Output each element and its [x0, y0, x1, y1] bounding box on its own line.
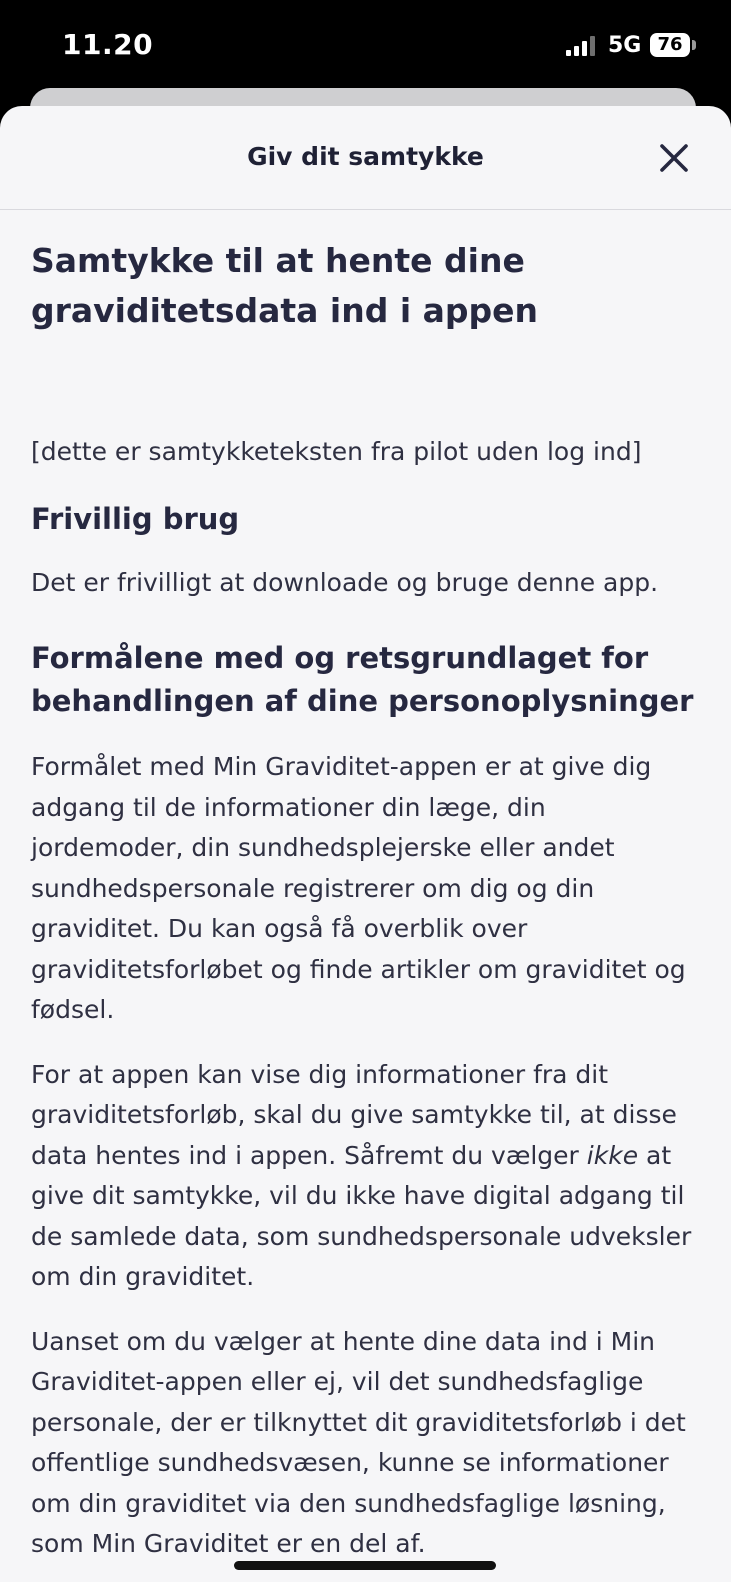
purpose-paragraph-2-start: For at appen kan vise dig informationer fra dit graviditetsforløb, skal du give samtykke til, at disse data hentes ind i appen. Såfremt du vælger [31, 1059, 677, 1170]
battery-tip [692, 40, 696, 50]
battery-icon [650, 33, 690, 57]
home-indicator[interactable] [234, 1561, 496, 1570]
battery-level: 76 [657, 34, 683, 55]
close-icon [652, 136, 696, 180]
network-type-label: 5G [608, 33, 642, 58]
status-time: 11.20 [62, 28, 154, 61]
close-button[interactable] [652, 136, 696, 180]
status-bar [0, 0, 731, 90]
section-heading-purpose: Formålene med og retsgrundlaget for behandlingen af dine personoplysninger [31, 641, 694, 718]
purpose-paragraph-2-end: at give dit samtykke, vil du ikke have digital adgang til de samlede data, som sundhedspersonale udveksler om din graviditet. [31, 1140, 692, 1291]
purpose-paragraph-1: Formålet med Min Graviditet-appen er at give dig adgang til de informationer din læge, din jordemoder, din sundhedsplejerske eller andet sundhedspersonale registrerer om dig og din graviditet. Du kan også få overblik over graviditetsforløbet og finde artikler om graviditet og fødsel. [31, 752, 686, 1024]
purpose-paragraph-2 [31, 1055, 703, 1298]
purpose-paragraph-2-emphasis: ikke [586, 1140, 639, 1170]
consent-content [31, 210, 703, 1565]
sheet-header [0, 106, 731, 210]
purpose-paragraph-3: Uanset om du vælger at hente dine data ind i Min Graviditet-appen eller ej, vil det sundhedsfaglige personale, der er tilknyttet dit graviditetsforløb i det offentlige sundhedsvæsen, kunne se informationer om din graviditet via den sundhedsfaglige løsning, som Min Graviditet er en del af. [31, 1326, 686, 1558]
section-heading-voluntary: Frivillig brug [31, 501, 240, 536]
pilot-note: [dette er samtykketeksten fra pilot uden log ind] [31, 437, 642, 466]
page-title: Samtykke til at hente dine graviditetsdata ind i appen [31, 241, 539, 330]
cellular-signal-icon [566, 36, 596, 56]
voluntary-text: Det er frivilligt at downloade og bruge denne app. [31, 567, 659, 597]
sheet-title: Giv dit samtykke [247, 142, 484, 171]
consent-sheet [0, 106, 731, 1582]
